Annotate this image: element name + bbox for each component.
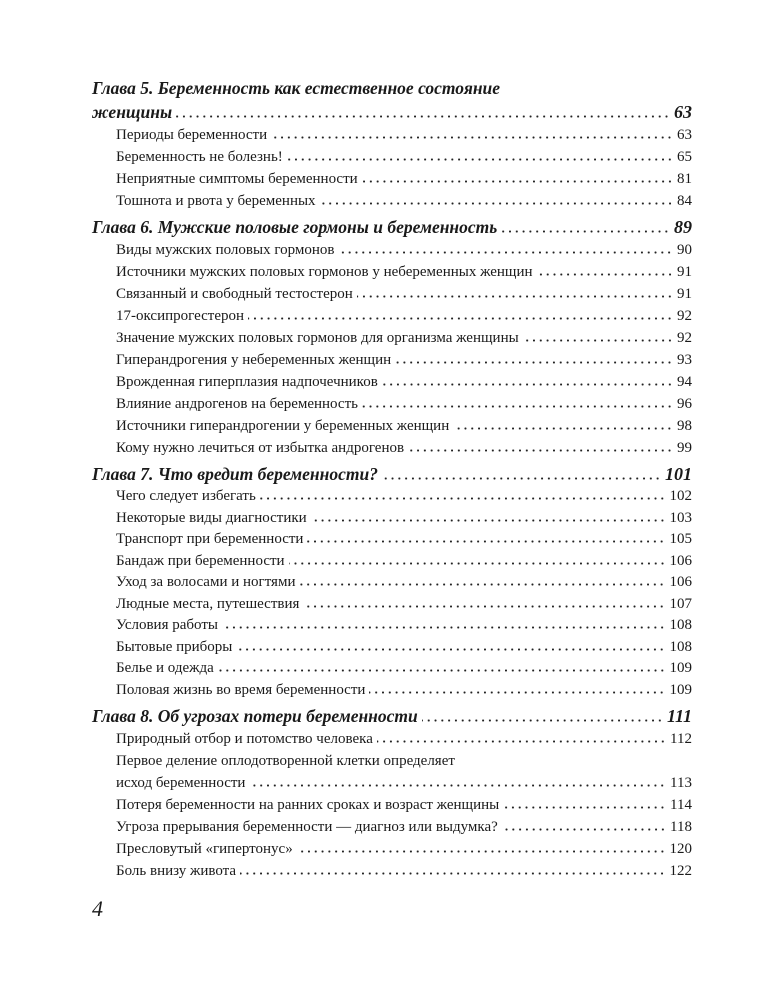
toc-entry-title-line1: Первое деление оплодотворенной клетки определяет — [116, 753, 455, 769]
toc-entry[interactable] — [116, 305, 692, 327]
toc-entry-title: Потеря беременности на ранних сроках и возраст женщины — [116, 797, 500, 813]
toc-entry[interactable] — [116, 728, 692, 750]
toc-entry-title: Источники мужских половых гормонов у небеременных женщин — [116, 264, 533, 280]
toc-entry-row — [116, 680, 692, 702]
toc-entry-row — [116, 637, 692, 659]
toc-entry[interactable] — [116, 816, 692, 838]
toc-entry-title: Бытовые приборы — [116, 638, 233, 655]
toc-entry-page: 99 — [677, 440, 692, 456]
chapter-heading-title: Глава 7. Что вредит беременности? — [92, 464, 378, 484]
toc-entry-row — [116, 283, 692, 305]
toc-entry[interactable] — [116, 529, 692, 551]
toc-entry-title: Неприятные симптомы беременности — [116, 171, 358, 187]
dot-leader — [289, 562, 666, 565]
toc-entry-title: Боль внизу живота — [116, 863, 237, 879]
chapter-heading-row — [92, 100, 692, 124]
toc-entry-title: Транспорт при беременности — [116, 531, 304, 547]
toc-entry-title: Чего следует избегать — [116, 488, 256, 504]
toc-entry-page: 120 — [669, 841, 692, 857]
toc-entry[interactable] — [116, 371, 692, 393]
toc-entry-title: Природный отбор и потомство человека — [116, 731, 373, 747]
toc-entry-title: 17-оксипрогестерон — [116, 308, 245, 324]
chapter-heading[interactable] — [92, 704, 692, 728]
toc-entry[interactable] — [116, 594, 692, 616]
toc-entry-page: 103 — [669, 509, 692, 526]
toc-entry[interactable] — [116, 124, 692, 146]
dot-leader — [362, 405, 673, 408]
toc-entry-row — [116, 239, 692, 261]
toc-entry-page: 92 — [677, 330, 692, 346]
toc-entry-page: 108 — [669, 617, 692, 633]
dot-leader — [377, 740, 666, 743]
chapter-section — [92, 215, 692, 459]
chapter-heading-title: Глава 8. Об угрозах потери беременности — [92, 706, 418, 726]
toc-entry-title: Кому нужно лечиться от избытка андрогенов — [116, 440, 405, 456]
toc-entry-page: 112 — [670, 731, 692, 747]
toc-entry-row — [116, 508, 692, 530]
toc-entry-title: Источники гиперандрогении у беременных женщин — [116, 418, 450, 434]
toc-entry-page: 108 — [669, 638, 692, 655]
dot-leader — [320, 202, 673, 205]
toc-entry-row — [116, 486, 692, 508]
toc-entry[interactable] — [116, 283, 692, 305]
dot-leader — [537, 273, 673, 276]
toc-entry-title: Влияние андрогенов на беременность — [116, 396, 358, 412]
toc-entry-page: 106 — [669, 552, 692, 569]
toc-entry[interactable] — [116, 415, 692, 437]
toc-entry-row — [116, 261, 692, 283]
toc-entry-page: 96 — [677, 396, 692, 412]
toc-entry-row — [116, 594, 692, 616]
toc-entry[interactable] — [116, 327, 692, 349]
toc-entry-title: Врожденная гиперплазия надпочечников — [116, 374, 378, 390]
toc-entry-row — [116, 658, 692, 680]
toc-entry-row — [116, 794, 692, 816]
toc-entry[interactable] — [116, 508, 692, 530]
toc-entry-row — [116, 349, 692, 371]
chapter-heading[interactable] — [92, 215, 692, 239]
dot-leader — [303, 605, 665, 608]
toc-entry-page: 105 — [669, 531, 692, 547]
toc-entry[interactable] — [116, 860, 692, 882]
toc-entry-page: 107 — [669, 595, 692, 612]
dot-leader — [240, 872, 665, 875]
toc-entry[interactable] — [116, 239, 692, 261]
chapter-section — [92, 462, 692, 701]
toc-entry-title: Тошнота и рвота у беременных — [116, 193, 316, 209]
dot-leader — [271, 136, 673, 139]
chapter-section — [92, 76, 692, 212]
dot-leader — [362, 180, 673, 183]
toc-entry-page: 91 — [677, 264, 692, 280]
toc-entry[interactable] — [116, 750, 692, 794]
dot-leader — [502, 828, 666, 831]
toc-entry-title: Половая жизнь во время беременности — [116, 681, 366, 698]
dot-leader — [236, 648, 665, 651]
chapter-heading-row — [92, 462, 692, 486]
toc-entry-title: Значение мужских половых гормонов для организма женщины — [116, 330, 519, 346]
toc-entry[interactable] — [116, 637, 692, 659]
chapter-heading[interactable] — [92, 76, 692, 124]
toc-entry-page: 92 — [677, 308, 692, 324]
toc-entry-title: Бандаж при беременности — [116, 552, 285, 569]
toc-entry[interactable] — [116, 349, 692, 371]
toc-entry-title: Гиперандрогения у небеременных женщин — [116, 352, 392, 368]
chapter-heading-page: 111 — [666, 706, 692, 726]
toc-entry-page: 94 — [677, 374, 692, 390]
dot-leader — [523, 339, 673, 342]
dot-leader — [249, 784, 666, 787]
toc-entry[interactable] — [116, 794, 692, 816]
toc-entry[interactable] — [116, 551, 692, 573]
page-number: 4 — [92, 896, 103, 921]
toc-entry-page: 93 — [677, 352, 692, 368]
dot-leader — [503, 806, 666, 809]
toc-entry-page: 109 — [669, 660, 692, 676]
chapter-heading-title: Глава 6. Мужские половые гормоны и беременность — [92, 217, 498, 237]
toc-entry-title: Связанный и свободный тестостерон — [116, 286, 353, 302]
toc-entry-title: Беременность не болезнь! — [116, 149, 283, 165]
dot-leader — [369, 691, 665, 694]
dot-leader — [287, 158, 673, 161]
dot-leader — [408, 449, 673, 452]
toc-entry-title: Некоторые виды диагностики — [116, 509, 307, 526]
toc-entry[interactable] — [116, 486, 692, 508]
chapter-heading-page: 101 — [665, 464, 692, 484]
dot-leader — [176, 115, 670, 118]
toc-entry-row — [116, 146, 692, 168]
dot-leader — [395, 361, 673, 364]
toc-entry-title: исход беременности — [116, 775, 246, 791]
toc-entry[interactable] — [116, 658, 692, 680]
toc-entry-row — [116, 838, 692, 860]
dot-leader — [501, 230, 670, 233]
toc-entry-row — [116, 327, 692, 349]
chapter-heading-page: 89 — [674, 217, 692, 237]
toc-entry-row — [116, 615, 692, 637]
toc-entry-row — [116, 190, 692, 212]
toc-entry-title: Периоды беременности — [116, 127, 268, 143]
toc-entry-page: 106 — [669, 574, 692, 590]
chapter-heading-title-line1: Глава 5. Беременность как естественное состояние — [92, 78, 501, 98]
dot-leader — [357, 295, 673, 298]
toc-entry-page: 113 — [670, 775, 692, 791]
dot-leader — [382, 383, 673, 386]
toc-entry-row — [116, 772, 692, 794]
dot-leader — [222, 626, 666, 629]
toc-entry-row — [116, 168, 692, 190]
dot-leader — [311, 519, 666, 522]
toc-entry-page: 84 — [677, 193, 692, 209]
toc-entry[interactable] — [116, 393, 692, 415]
toc-entry[interactable] — [116, 146, 692, 168]
toc-entry-page: 90 — [677, 242, 692, 258]
toc-entry-page: 63 — [677, 127, 692, 143]
toc-entry-title: Виды мужских половых гормонов — [116, 242, 335, 258]
toc-entry-row — [116, 860, 692, 882]
toc-entry-page: 98 — [677, 418, 692, 434]
dot-leader — [453, 427, 673, 430]
toc-entry-row — [116, 371, 692, 393]
table-of-contents — [92, 76, 692, 882]
toc-entry-row — [116, 529, 692, 551]
toc-entry[interactable] — [116, 261, 692, 283]
toc-entry-page: 109 — [669, 681, 692, 698]
toc-entry-row — [116, 305, 692, 327]
toc-entry[interactable] — [116, 615, 692, 637]
dot-leader — [218, 669, 666, 672]
chapter-heading-page: 63 — [674, 102, 692, 122]
toc-entry[interactable] — [116, 838, 692, 860]
dot-leader — [260, 497, 666, 500]
toc-entry-page: 114 — [670, 797, 692, 813]
dot-leader — [307, 540, 665, 543]
dot-leader — [382, 477, 661, 480]
dot-leader — [299, 583, 665, 586]
toc-entry-row — [116, 415, 692, 437]
toc-entry-row — [116, 124, 692, 146]
toc-entry-title: Людные места, путешествия — [116, 595, 300, 612]
toc-entry[interactable] — [116, 680, 692, 702]
toc-entry-row — [116, 393, 692, 415]
chapter-heading-row — [92, 215, 692, 239]
toc-entry-row — [116, 551, 692, 573]
chapter-heading-title: женщины — [92, 102, 173, 122]
toc-entry-page: 65 — [677, 149, 692, 165]
toc-entry-row — [116, 437, 692, 459]
toc-entry[interactable] — [116, 190, 692, 212]
chapter-heading-row — [92, 704, 692, 728]
toc-entry-page: 81 — [677, 171, 692, 187]
toc-entry-page: 102 — [669, 488, 692, 504]
chapter-section — [92, 704, 692, 882]
toc-entry-row — [116, 816, 692, 838]
toc-entry-page: 118 — [670, 819, 692, 835]
dot-leader — [297, 850, 666, 853]
toc-entry-row — [116, 572, 692, 594]
toc-entry-title: Уход за волосами и ногтями — [116, 574, 296, 590]
toc-entry-title: Белье и одежда — [116, 660, 214, 676]
toc-entry-title: Пресловутый «гипертонус» — [116, 841, 293, 857]
dot-leader — [248, 317, 673, 320]
toc-entry[interactable] — [116, 168, 692, 190]
toc-entry-row — [116, 728, 692, 750]
toc-entry-title: Угроза прерывания беременности — диагноз или выдумка? — [116, 819, 498, 835]
dot-leader — [422, 719, 663, 722]
toc-entry[interactable] — [116, 437, 692, 459]
chapter-heading[interactable] — [92, 462, 692, 486]
toc-entry-page: 122 — [669, 863, 692, 879]
dot-leader — [338, 251, 673, 254]
toc-entry-title: Условия работы — [116, 617, 218, 633]
toc-entry-page: 91 — [677, 286, 692, 302]
toc-entry[interactable] — [116, 572, 692, 594]
